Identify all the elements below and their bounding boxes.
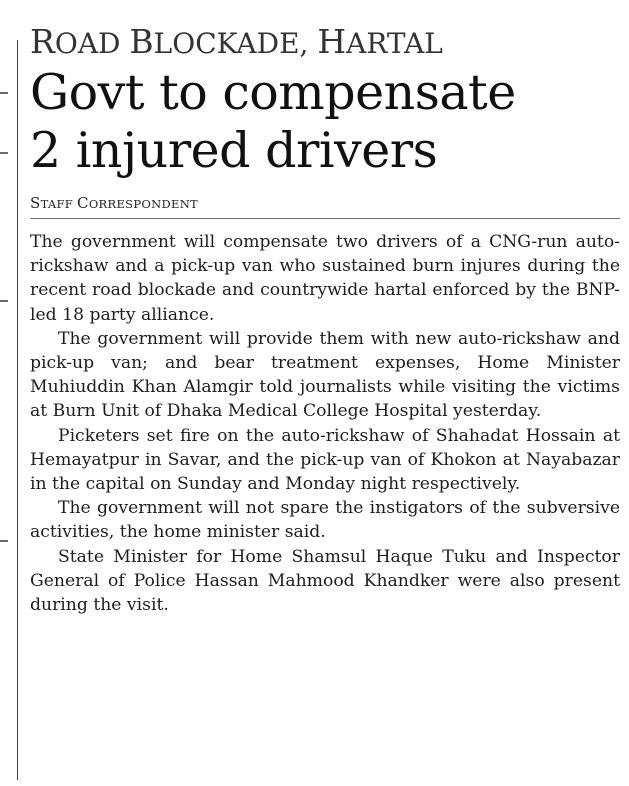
news-article <box>30 22 620 617</box>
adjacent-column-mark <box>0 540 8 542</box>
paragraph: Picketers set fire on the auto-rickshaw of Shahadat Hossain at Hemayatpur in Savar, and the pick-up van of Khokon at Nayabazar in the capital on Sunday and Monday night respectively. <box>30 425 620 495</box>
adjacent-column-mark <box>0 152 8 154</box>
byline: STAFF CORRESPONDENT <box>30 194 620 219</box>
kicker: ROAD BLOCKADE, HARTAL <box>30 22 443 61</box>
paragraph: The government will compensate two drivers of a CNG-run auto-rickshaw and a pick-up van who sustained burn injures during the recent road blockade and countrywide hartal enforced by the BNP-led 18 party alliance. <box>30 232 620 325</box>
paragraph: The government will provide them with new auto-rickshaw and pick-up van; and bear treatment expenses, Home Minister Muhiuddin Khan Alamgir told journalists while visiting the victims at Burn Unit of Dhaka Medical College Hospital yesterday. <box>30 328 620 422</box>
headline-line: 2 injured drivers <box>30 122 438 179</box>
adjacent-column-mark <box>0 92 8 94</box>
headline-line: Govt to compensate <box>30 64 516 121</box>
column-divider <box>17 40 18 780</box>
paragraph: State Minister for Home Shamsul Haque Tuku and Inspector General of Police Hassan Mahmood Khandker were also present during the visit. <box>30 546 620 616</box>
headline <box>30 64 620 180</box>
paragraph: The government will not spare the instigators of the subversive activities, the home minister said. <box>30 498 620 543</box>
article-body <box>30 230 620 617</box>
adjacent-column-mark <box>0 300 8 302</box>
